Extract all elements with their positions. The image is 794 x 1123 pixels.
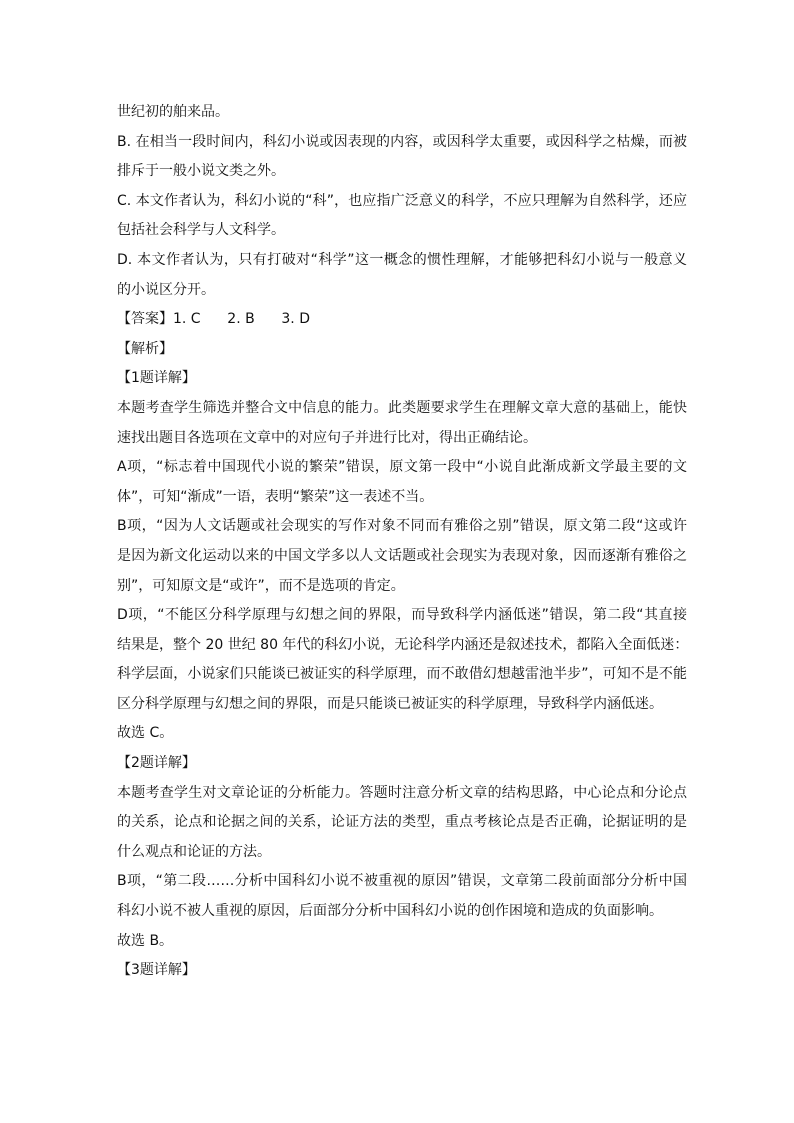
text-line: 世纪初的舶来品。 xyxy=(117,104,229,120)
section-heading-q1: 【1题详解】 xyxy=(117,370,196,387)
text-line: 故选 C。 xyxy=(117,725,174,742)
text-line: 别”，可知原文是“或许”，而不是选项的肯定。 xyxy=(117,577,405,594)
section-heading-q2: 【2题详解】 xyxy=(117,755,196,772)
text-line: 排斥于一般小说文类之外。 xyxy=(117,163,285,180)
text-line: 的关系，论点和论据之间的关系，论证方法的类型，重点考核论点是否正确，论据证明的是 xyxy=(117,814,687,831)
section-heading-q3: 【3题详解】 xyxy=(117,962,196,979)
text-line: 速找出题目各选项在文章中的对应句子并进行比对，得出正确结论。 xyxy=(117,429,537,446)
text-line: D项，“不能区分科学原理与幻想之间的界限，而导致科学内涵低迷”错误，第二段“其直接 xyxy=(117,607,687,624)
document-page xyxy=(117,98,687,986)
analysis-heading: 【解析】 xyxy=(117,340,173,357)
text-line: 结果是，整个 20 世纪 80 年代的科幻小说，无论科学内涵还是叙述技术，都陷入全面低迷： xyxy=(117,636,689,653)
text-line: 的小说区分开。 xyxy=(117,281,215,298)
text-line: 体”，可知“渐成”一语，表明“繁荣”这一表述不当。 xyxy=(117,488,434,505)
text-line: 是因为新文化运动以来的中国文学多以人文话题或社会现实为表现对象，因而逐渐有雅俗之 xyxy=(117,547,687,564)
text-line: 故选 B。 xyxy=(117,932,174,949)
text-line: B项，“因为人文话题或社会现实的写作对象不同而有雅俗之别”错误，原文第二段“这或许 xyxy=(117,518,687,535)
text-line: 包括社会科学与人文科学。 xyxy=(117,222,285,239)
text-line: C. 本文作者认为，科幻小说的“科”，也应指广泛意义的科学，不应只理解为自然科学，还应 xyxy=(117,192,687,209)
text-line: 本题考查学生筛选并整合文中信息的能力。此类题要求学生在理解文章大意的基础上，能快 xyxy=(117,399,687,416)
text-line: B. 在相当一段时间内，科幻小说或因表现的内容，或因科学太重要，或因科学之枯燥，而被 xyxy=(117,133,687,150)
answer-line: 【答案】1. C 2. B 3. D xyxy=(117,311,310,328)
text-line: A项，“标志着中国现代小说的繁荣”错误，原文第一段中“小说自此渐成新文学最主要的文 xyxy=(117,459,687,476)
text-line: 什么观点和论证的方法。 xyxy=(117,843,271,860)
text-line: 科学层面，小说家们只能谈已被证实的科学原理，而不敢借幻想越雷池半步”，可知不是不能 xyxy=(117,666,687,683)
text-line: 区分科学原理与幻想之间的界限，而是只能谈已被证实的科学原理，导致科学内涵低迷。 xyxy=(117,695,663,712)
text-line: B项，“第二段……分析中国科幻小说不被重视的原因”错误，文章第二段前面部分分析中国 xyxy=(117,873,687,890)
text-line: 本题考查学生对文章论证的分析能力。答题时注意分析文章的结构思路，中心论点和分论点 xyxy=(117,784,687,801)
text-line: D. 本文作者认为，只有打破对“科学”这一概念的惯性理解，才能够把科幻小说与一般意义 xyxy=(117,251,687,268)
text-line: 科幻小说不被人重视的原因，后面部分分析中国科幻小说的创作困境和造成的负面影响。 xyxy=(117,903,663,920)
